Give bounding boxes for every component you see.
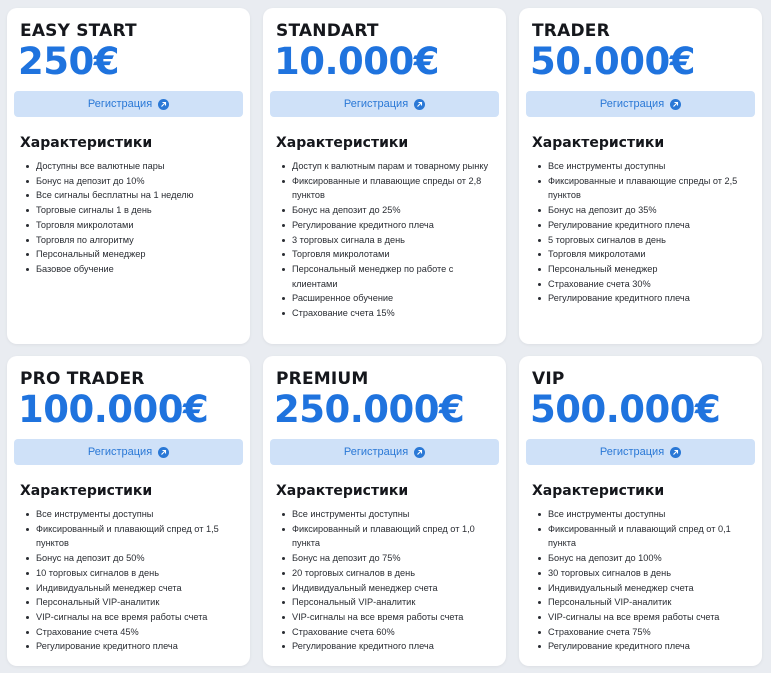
feature-item: Фиксированный и плавающий спред от 1,0 пункта: [282, 522, 499, 551]
plan-card-premium: [263, 356, 506, 666]
feature-item: Персональный менеджер: [26, 247, 243, 262]
feature-item: Регулирование кредитного плеча: [538, 291, 755, 306]
features-list: [270, 507, 499, 654]
plan-price: 250.000€: [274, 388, 465, 431]
register-button[interactable]: [270, 439, 499, 465]
plan-card-trader: [519, 8, 762, 344]
feature-item: Регулирование кредитного плеча: [282, 639, 499, 654]
register-button[interactable]: [526, 91, 755, 117]
plan-price: 250€: [18, 40, 119, 83]
feature-item: 30 торговых сигналов в день: [538, 566, 755, 581]
feature-item: Бонус на депозит до 35%: [538, 203, 755, 218]
feature-item: Индивидуальный менеджер счета: [26, 581, 243, 596]
plan-card-pro-trader: [7, 356, 250, 666]
register-button-label: Регистрация: [87, 98, 153, 110]
feature-item: Регулирование кредитного плеча: [282, 218, 499, 233]
features-list: [526, 507, 755, 654]
plan-price: 50.000€: [530, 40, 696, 83]
features-list: [526, 159, 755, 306]
feature-item: Доступ к валютным парам и товарному рынку: [282, 159, 499, 174]
register-button[interactable]: [270, 91, 499, 117]
features-list: [14, 507, 243, 654]
features-title: Характеристики: [20, 135, 153, 151]
features-title: Характеристики: [276, 483, 409, 499]
plan-name: TRADER: [532, 21, 610, 41]
feature-item: Бонус на депозит до 100%: [538, 551, 755, 566]
plan-name: VIP: [532, 369, 565, 389]
feature-item: Все инструменты доступны: [282, 507, 499, 522]
feature-item: Все инструменты доступны: [26, 507, 243, 522]
feature-item: Торговые сигналы 1 в день: [26, 203, 243, 218]
features-title: Характеристики: [532, 483, 665, 499]
feature-item: Фиксированный и плавающий спред от 1,5 пунктов: [26, 522, 243, 551]
arrow-up-right-circle-icon: [670, 99, 681, 110]
feature-item: Страхование счета 60%: [282, 625, 499, 640]
plan-name: STANDART: [276, 21, 379, 41]
feature-item: Страхование счета 15%: [282, 306, 499, 321]
plan-card-standart: [263, 8, 506, 344]
feature-item: Страхование счета 45%: [26, 625, 243, 640]
feature-item: VIP-сигналы на все время работы счета: [26, 610, 243, 625]
feature-item: Бонус на депозит до 75%: [282, 551, 499, 566]
arrow-up-right-circle-icon: [670, 447, 681, 458]
plan-name: PRO TRADER: [20, 369, 145, 389]
feature-item: Фиксированные и плавающие спреды от 2,5 пунктов: [538, 174, 755, 203]
plan-name: PREMIUM: [276, 369, 369, 389]
feature-item: Индивидуальный менеджер счета: [538, 581, 755, 596]
arrow-up-right-circle-icon: [158, 99, 169, 110]
plan-price: 100.000€: [18, 388, 209, 431]
feature-item: 10 торговых сигналов в день: [26, 566, 243, 581]
feature-item: Базовое обучение: [26, 262, 243, 277]
feature-item: 5 торговых сигналов в день: [538, 233, 755, 248]
feature-item: Страхование счета 30%: [538, 277, 755, 292]
register-button[interactable]: [14, 439, 243, 465]
register-button[interactable]: [526, 439, 755, 465]
feature-item: Персональный менеджер: [538, 262, 755, 277]
feature-item: Бонус на депозит до 25%: [282, 203, 499, 218]
features-title: Характеристики: [20, 483, 153, 499]
feature-item: Персональный VIP-аналитик: [26, 595, 243, 610]
feature-item: Все инструменты доступны: [538, 507, 755, 522]
register-button-label: Регистрация: [343, 446, 409, 458]
feature-item: Бонус на депозит до 10%: [26, 174, 243, 189]
feature-item: Регулирование кредитного плеча: [538, 639, 755, 654]
feature-item: Регулирование кредитного плеча: [538, 218, 755, 233]
plan-card-vip: [519, 356, 762, 666]
plan-card-easy-start: [7, 8, 250, 344]
feature-item: Страхование счета 75%: [538, 625, 755, 640]
feature-item: VIP-сигналы на все время работы счета: [538, 610, 755, 625]
features-list: [14, 159, 243, 277]
arrow-up-right-circle-icon: [414, 447, 425, 458]
feature-item: Бонус на депозит до 50%: [26, 551, 243, 566]
feature-item: Доступны все валютные пары: [26, 159, 243, 174]
register-button-label: Регистрация: [87, 446, 153, 458]
arrow-up-right-circle-icon: [158, 447, 169, 458]
feature-item: Персональный VIP-аналитик: [538, 595, 755, 610]
feature-item: 3 торговых сигнала в день: [282, 233, 499, 248]
feature-item: Регулирование кредитного плеча: [26, 639, 243, 654]
register-button-label: Регистрация: [343, 98, 409, 110]
feature-item: Все сигналы бесплатны на 1 неделю: [26, 188, 243, 203]
feature-item: Индивидуальный менеджер счета: [282, 581, 499, 596]
feature-item: Торговля микролотами: [26, 218, 243, 233]
feature-item: Все инструменты доступны: [538, 159, 755, 174]
feature-item: Торговля по алгоритму: [26, 233, 243, 248]
feature-item: Персональный менеджер по работе с клиентами: [282, 262, 499, 291]
feature-item: Фиксированный и плавающий спред от 0,1 пункта: [538, 522, 755, 551]
feature-item: Расширенное обучение: [282, 291, 499, 306]
features-list: [270, 159, 499, 321]
feature-item: 20 торговых сигналов в день: [282, 566, 499, 581]
register-button-label: Регистрация: [599, 98, 665, 110]
features-title: Характеристики: [276, 135, 409, 151]
plan-name: EASY START: [20, 21, 137, 41]
features-title: Характеристики: [532, 135, 665, 151]
plan-price: 500.000€: [530, 388, 721, 431]
feature-item: Торговля микролотами: [538, 247, 755, 262]
register-button[interactable]: [14, 91, 243, 117]
feature-item: Персональный VIP-аналитик: [282, 595, 499, 610]
feature-item: Торговля микролотами: [282, 247, 499, 262]
feature-item: Фиксированные и плавающие спреды от 2,8 пунктов: [282, 174, 499, 203]
plan-price: 10.000€: [274, 40, 440, 83]
feature-item: VIP-сигналы на все время работы счета: [282, 610, 499, 625]
register-button-label: Регистрация: [599, 446, 665, 458]
arrow-up-right-circle-icon: [414, 99, 425, 110]
